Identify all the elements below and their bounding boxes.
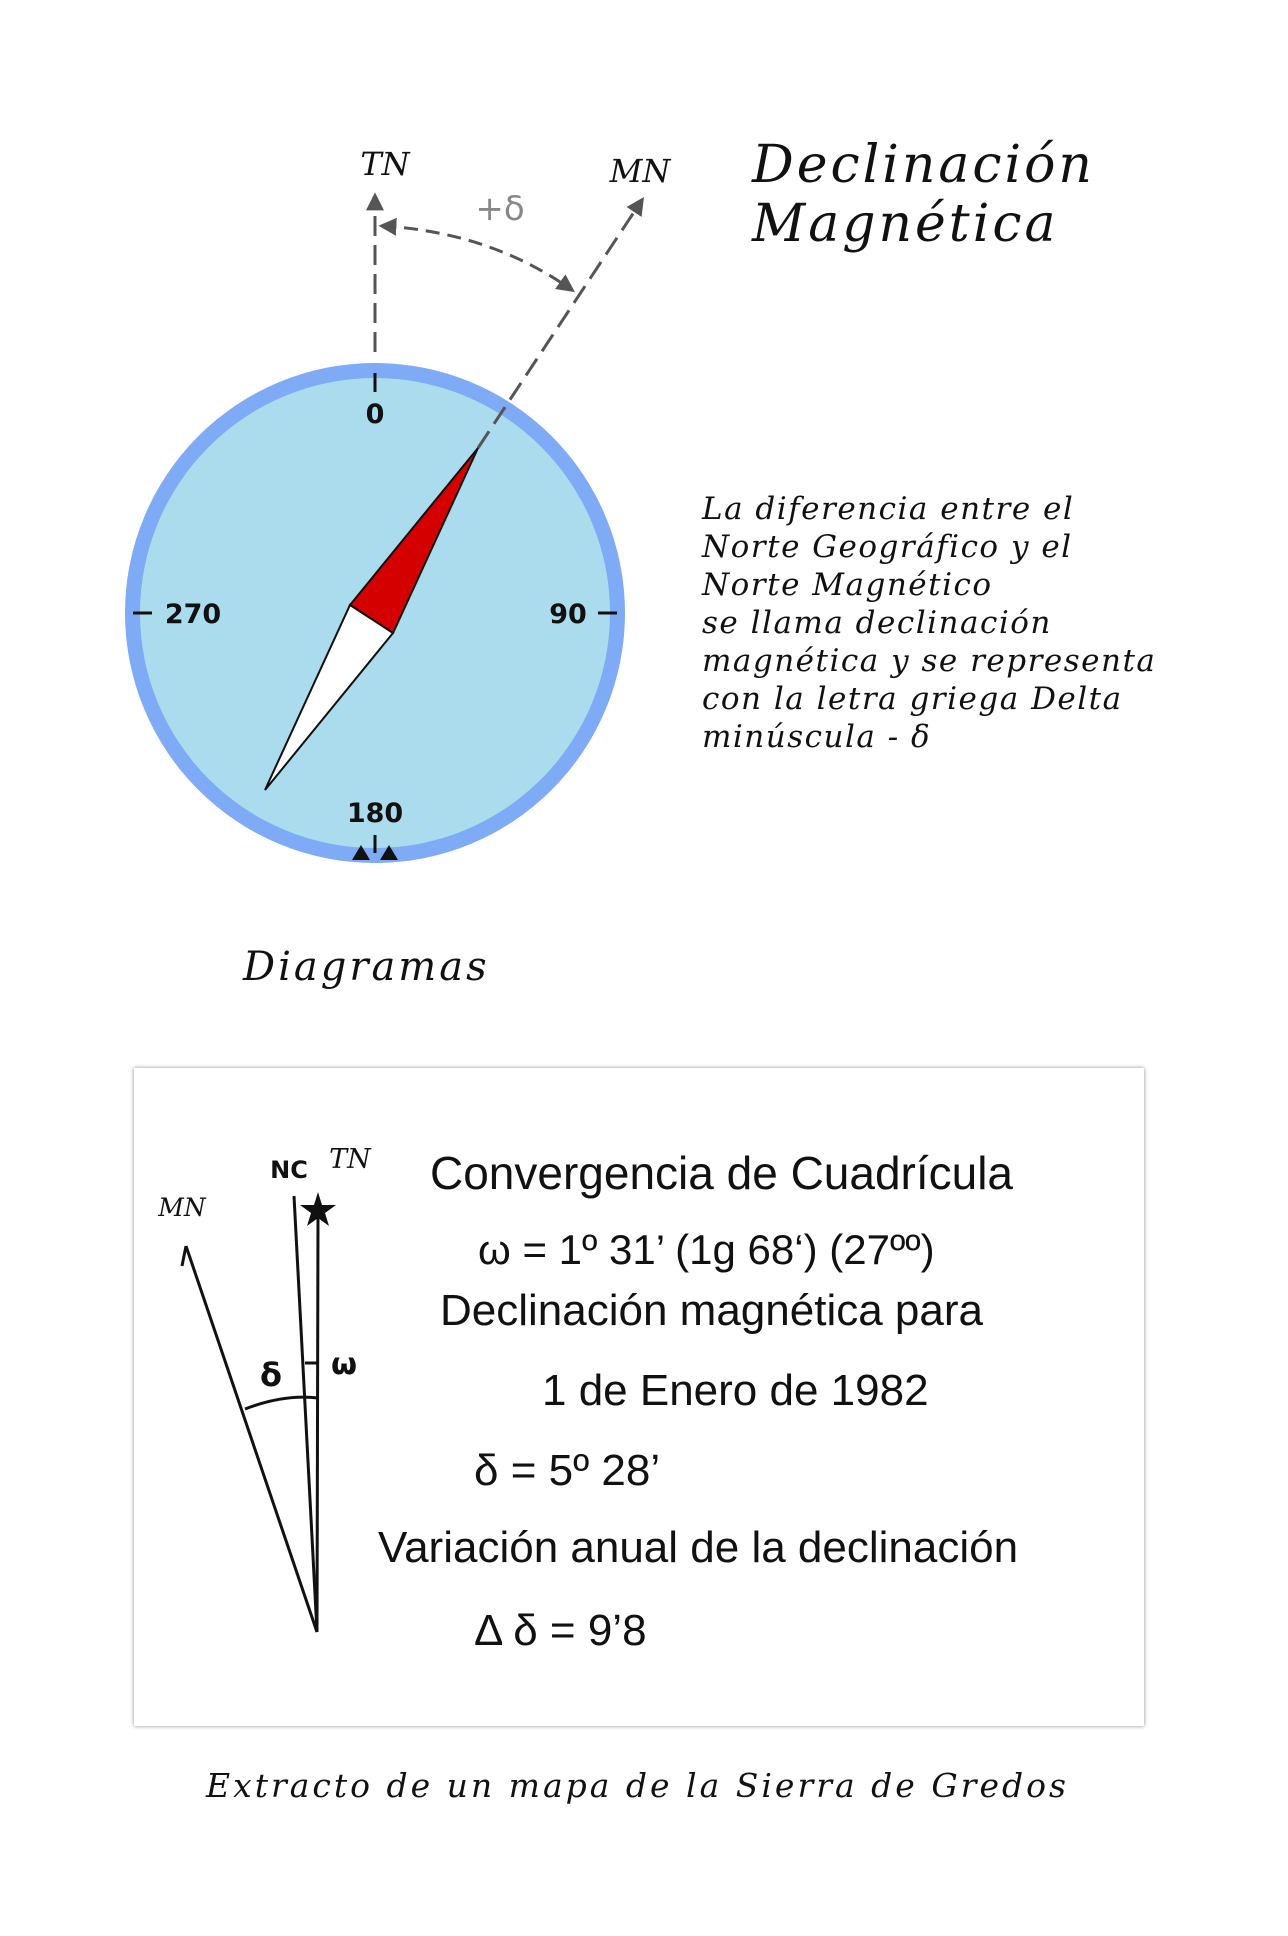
map-delta-symbol: δ: [260, 1356, 282, 1394]
declination-title: Declinación magnética para: [440, 1286, 983, 1335]
convergence-title: Convergencia de Cuadrícula: [430, 1147, 1014, 1199]
variation-title: Variación anual de la declinación: [378, 1523, 1019, 1572]
mn-label: MN: [609, 152, 671, 190]
map-tn-label: TN: [329, 1144, 371, 1175]
map-extract: [134, 1068, 1144, 1726]
map-mn-label: MN: [158, 1193, 206, 1222]
description-text: [702, 490, 1156, 756]
map-nc-line: [294, 1196, 317, 1632]
title-line-1: Declinación: [752, 135, 1095, 195]
title-line-2: Magnética: [752, 194, 1059, 254]
magnetic-north-line: [478, 200, 642, 448]
map-mn-tick: [182, 1246, 186, 1266]
declination-label: +δ: [475, 189, 525, 229]
bearing-180-label: 180: [346, 798, 404, 829]
variation-value: Δ δ = 9’8: [474, 1606, 647, 1655]
map-omega-symbol: ω: [330, 1347, 358, 1382]
map-nc-label: NC: [270, 1156, 308, 1184]
bearing-270-label: 270: [164, 599, 222, 630]
section-heading: Diagramas: [243, 944, 490, 990]
declination-value: δ = 5º 28’: [474, 1446, 661, 1495]
bearing-90-label: 90: [549, 599, 587, 630]
compass-diagram: [0, 0, 700, 900]
convergence-value: ω = 1º 31’ (1g 68‘) (27ºº): [478, 1226, 935, 1273]
declination-arc: [382, 226, 572, 290]
tn-label: TN: [360, 145, 410, 183]
description-line: Norte Magnético: [702, 567, 993, 603]
map-delta-arc: [245, 1397, 318, 1409]
description-line: Norte Geográfico y el: [702, 529, 1073, 565]
caption: Extracto de un mapa de la Sierra de Gredos: [206, 1766, 1069, 1805]
bearing-0-label: 0: [365, 399, 385, 430]
description-line: se llama declinación: [702, 605, 1052, 641]
description-line: La diferencia entre el: [702, 491, 1075, 527]
description-line: magnética y se representa: [702, 643, 1157, 679]
description-line: minúscula - δ: [702, 719, 932, 755]
description-line: con la letra griega Delta: [702, 681, 1123, 717]
map-tn-line: [317, 1216, 318, 1632]
map-mn-line: [186, 1246, 317, 1632]
map-lines-diagram: [134, 1068, 434, 1726]
declination-date: 1 de Enero de 1982: [542, 1366, 929, 1415]
